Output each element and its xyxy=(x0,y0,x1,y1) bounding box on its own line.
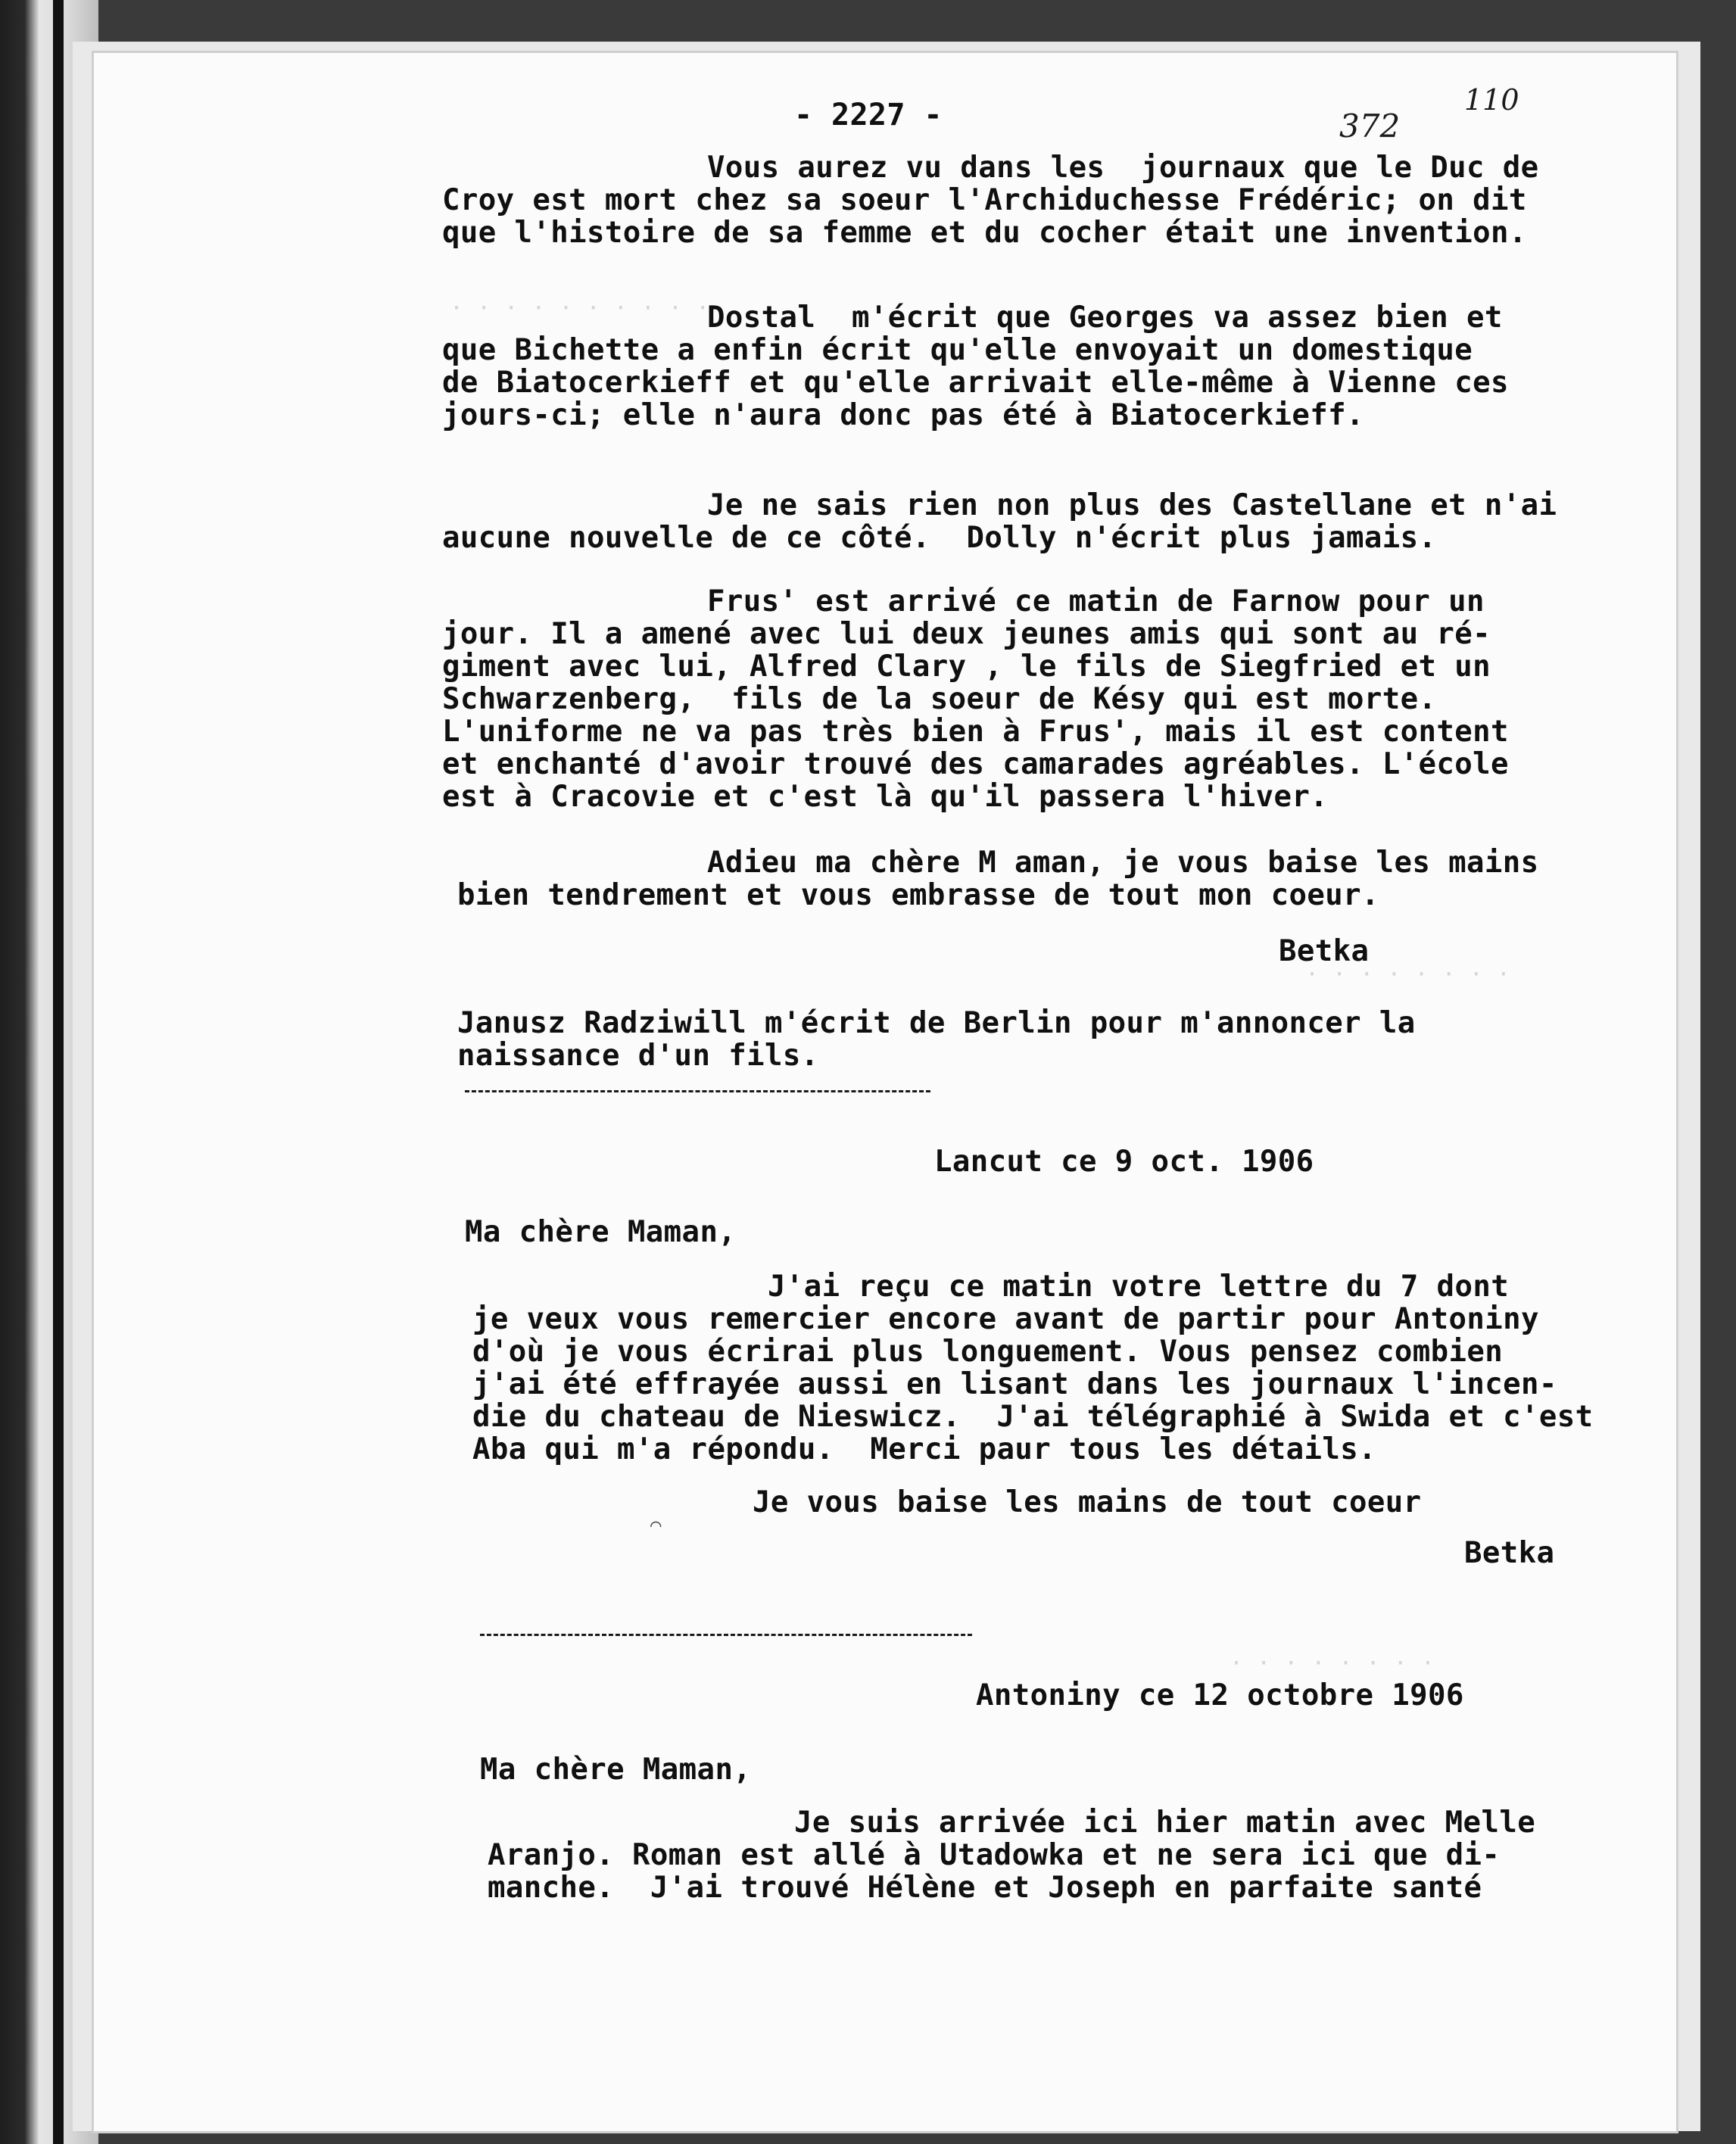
letter1-paragraph1-line3: que l'histoire de sa femme et du cocher était une invention. xyxy=(442,216,1527,250)
letter2-body-line3: d'où je vous écrirai plus longuement. Vous pensez combien xyxy=(472,1335,1504,1369)
letter1-paragraph4-line5: L'uniforme ne va pas très bien à Frus', mais il est content xyxy=(442,715,1509,749)
letter1-paragraph1-line2: Croy est mort chez sa soeur l'Archiduchesse Frédéric; on dit xyxy=(442,183,1527,217)
letter3-place-date: Antoniny ce 12 octobre 1906 xyxy=(976,1678,1464,1712)
letter2-body-line2: je veux vous remercier encore avant de partir pour Antoniny xyxy=(472,1302,1539,1336)
letter2-body-line5: die du chateau de Nieswicz. J'ai télégraphié à Swida et c'est xyxy=(472,1400,1594,1434)
bleed-through-mark: · · · · · · · · xyxy=(1230,1650,1435,1677)
letter1-paragraph2-line4: jours-ci; elle n'aura donc pas été à Biatocerkieff. xyxy=(442,398,1364,432)
separator-rule xyxy=(465,1090,930,1092)
letter1-paragraph3-line2: aucune nouvelle de ce côté. Dolly n'écrit plus jamais. xyxy=(442,521,1437,555)
letter1-closing-line1: Adieu ma chère M aman, je vous baise les mains xyxy=(707,846,1539,880)
letter3-salutation: Ma chère Maman, xyxy=(480,1753,752,1787)
separator-rule xyxy=(480,1634,972,1636)
letter1-paragraph2-line3: de Biatocerkieff et qu'elle arrivait elle-même à Vienne ces xyxy=(442,366,1509,400)
stray-pen-mark: ⌒ xyxy=(650,1514,662,1535)
letter1-paragraph4-line2: jour. Il a amené avec lui deux jeunes amis qui sont au ré- xyxy=(442,617,1491,651)
letter2-place-date: Lancut ce 9 oct. 1906 xyxy=(934,1145,1314,1179)
letter3-body-line1: Je suis arrivée ici hier matin avec Melle xyxy=(794,1806,1536,1840)
letter1-paragraph3-line1: Je ne sais rien non plus des Castellane et n'ai xyxy=(707,488,1557,522)
binder-spine xyxy=(53,0,64,2144)
letter2-salutation: Ma chère Maman, xyxy=(465,1215,737,1249)
letter2-closing: Je vous baise les mains de tout coeur xyxy=(753,1485,1422,1519)
letter1-paragraph4-line7: est à Cracovie et c'est là qu'il passera l'hiver. xyxy=(442,780,1329,814)
letter1-paragraph4-line3: giment avec lui, Alfred Clary , le fils de Siegfried et un xyxy=(442,650,1491,684)
letter2-body-line6: Aba qui m'a répondu. Merci paur tous les détails. xyxy=(472,1432,1376,1466)
bleed-through-mark: · · · · · · · · xyxy=(1305,961,1510,988)
bleed-through-mark: · · · · · · · · · · xyxy=(450,295,710,322)
letter2-body-line1: J'ai reçu ce matin votre lettre du 7 dont xyxy=(768,1270,1510,1304)
folio-number-handwritten-secondary: 110 xyxy=(1464,83,1519,117)
letter1-paragraph4-line4: Schwarzenberg, fils de la soeur de Késy qui est morte. xyxy=(442,682,1437,716)
letter1-postscript-line1: Janusz Radziwill m'écrit de Berlin pour m'annoncer la xyxy=(457,1006,1416,1040)
letter1-paragraph1-line1: Vous aurez vu dans les journaux que le Duc de xyxy=(707,151,1539,185)
letter3-body-line3: manche. J'ai trouvé Hélène et Joseph en parfaite santé xyxy=(488,1871,1482,1905)
letter1-paragraph2-line2: que Bichette a enfin écrit qu'elle envoyait un domestique xyxy=(442,333,1473,367)
letter1-postscript-line2: naissance d'un fils. xyxy=(457,1039,819,1073)
letter1-paragraph2-line1: Dostal m'écrit que Georges va assez bien et xyxy=(707,301,1503,335)
document-page xyxy=(94,53,1676,2131)
letter1-signature: Betka xyxy=(1279,934,1370,968)
letter1-paragraph4-line1: Frus' est arrivé ce matin de Farnow pour un xyxy=(707,584,1485,619)
letter2-body-line4: j'ai été effrayée aussi en lisant dans les journaux l'incen- xyxy=(472,1367,1557,1401)
letter1-paragraph4-line6: et enchanté d'avoir trouvé des camarades agréables. L'école xyxy=(442,747,1509,781)
folio-number-handwritten: 372 xyxy=(1339,108,1401,145)
letter2-signature: Betka xyxy=(1464,1536,1555,1570)
page-number: - 2227 - xyxy=(794,98,943,132)
letter1-closing-line2: bien tendrement et vous embrasse de tout mon coeur. xyxy=(457,878,1379,912)
letter3-body-line2: Aranjo. Roman est allé à Utadowka et ne sera ici que di- xyxy=(488,1838,1501,1872)
